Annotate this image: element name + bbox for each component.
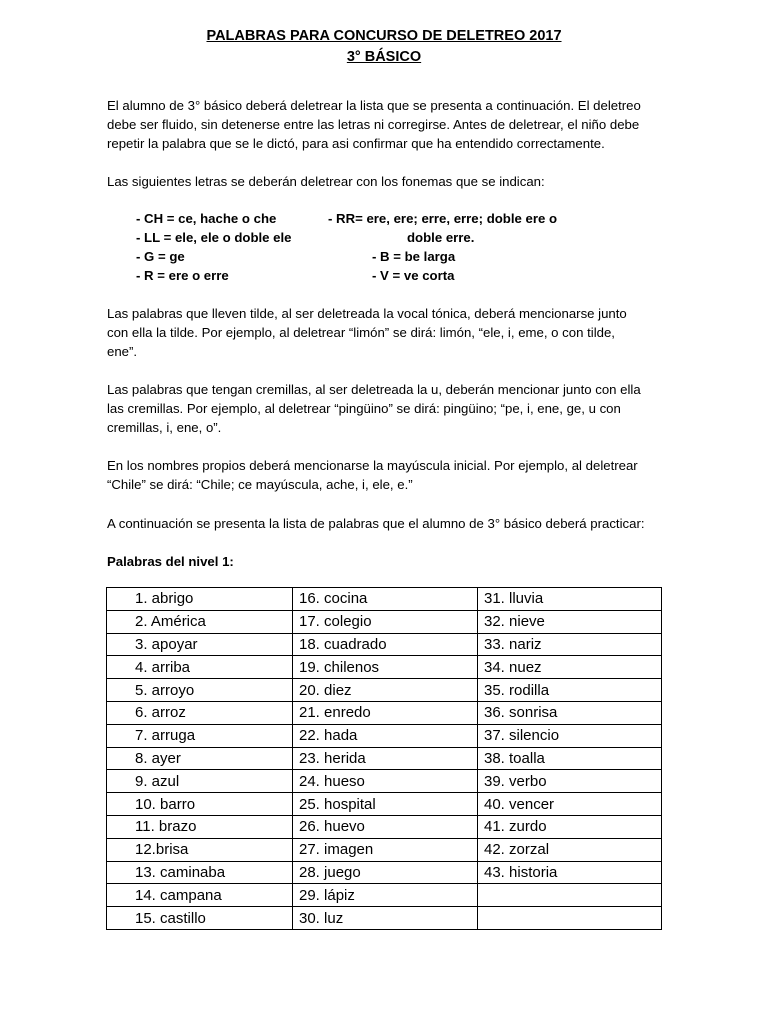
table-row bbox=[107, 884, 662, 907]
word-cell: 15. castillo bbox=[107, 907, 293, 930]
word-cell: 13. caminaba bbox=[107, 861, 293, 884]
word-cell: 31. lluvia bbox=[478, 588, 662, 611]
phoneme-v: - V = ve corta bbox=[372, 268, 455, 283]
word-cell: 7. arruga bbox=[107, 724, 293, 747]
table-row bbox=[107, 747, 662, 770]
word-cell: 26. huevo bbox=[293, 815, 478, 838]
phoneme-ll: - LL = ele, ele o doble ele bbox=[136, 230, 292, 245]
phoneme-rr-continued: doble erre. bbox=[407, 230, 475, 245]
word-cell: 6. arroz bbox=[107, 701, 293, 724]
text-line: repetir la palabra que se le dictó, para asi confirmar que ha entendido correctamente. bbox=[107, 136, 605, 151]
word-cell: 38. toalla bbox=[478, 747, 662, 770]
word-cell: 30. luz bbox=[293, 907, 478, 930]
word-cell: 27. imagen bbox=[293, 838, 478, 861]
proper-names-rule-paragraph bbox=[107, 456, 667, 494]
text-line: ene”. bbox=[107, 344, 138, 359]
text-line: Las palabras que tengan cremillas, al ser deletreada la u, deberán mencionar junto con ella bbox=[107, 382, 641, 397]
word-cell: 22. hada bbox=[293, 724, 478, 747]
cremilla-rule-paragraph bbox=[107, 380, 667, 437]
word-cell: 8. ayer bbox=[107, 747, 293, 770]
text-line: Palabras del nivel 1: bbox=[107, 554, 234, 569]
word-table bbox=[106, 587, 662, 930]
table-row bbox=[107, 907, 662, 930]
word-cell: 41. zurdo bbox=[478, 815, 662, 838]
word-cell: 16. cocina bbox=[293, 588, 478, 611]
word-cell: 34. nuez bbox=[478, 656, 662, 679]
word-cell: 9. azul bbox=[107, 770, 293, 793]
word-cell: 17. colegio bbox=[293, 610, 478, 633]
word-cell: 37. silencio bbox=[478, 724, 662, 747]
word-cell: 29. lápiz bbox=[293, 884, 478, 907]
text-line: El alumno de 3° básico deberá deletrear la lista que se presenta a continuación. El deletreo bbox=[107, 98, 641, 113]
table-row bbox=[107, 588, 662, 611]
document-title: PALABRAS PARA CONCURSO DE DELETREO 2017 bbox=[206, 28, 562, 44]
word-cell: 10. barro bbox=[107, 793, 293, 816]
word-cell: 33. nariz bbox=[478, 633, 662, 656]
word-cell: 40. vencer bbox=[478, 793, 662, 816]
word-cell: 2. América bbox=[107, 610, 293, 633]
table-row bbox=[107, 861, 662, 884]
table-row bbox=[107, 815, 662, 838]
table-row bbox=[107, 701, 662, 724]
word-cell: 3. apoyar bbox=[107, 633, 293, 656]
word-cell: 14. campana bbox=[107, 884, 293, 907]
word-cell: 23. herida bbox=[293, 747, 478, 770]
level-heading bbox=[107, 552, 667, 571]
list-intro bbox=[107, 514, 667, 533]
word-cell: 20. diez bbox=[293, 679, 478, 702]
phoneme-r: - R = ere o erre bbox=[136, 268, 229, 283]
tilde-rule-paragraph bbox=[107, 304, 667, 361]
table-row bbox=[107, 838, 662, 861]
intro-paragraph bbox=[107, 96, 667, 153]
text-line: las cremillas. Por ejemplo, al deletrear “pingüino” se dirá: pingüino; “pe, i, ene, ge, u con bbox=[107, 401, 621, 416]
table-row bbox=[107, 633, 662, 656]
word-cell: 28. juego bbox=[293, 861, 478, 884]
word-cell: 42. zorzal bbox=[478, 838, 662, 861]
phonemes-intro bbox=[107, 172, 667, 191]
word-cell: 35. rodilla bbox=[478, 679, 662, 702]
text-line: debe ser fluido, sin detenerse entre las letras ni corregirse. Antes de deletrear, el niño debe bbox=[107, 117, 640, 132]
word-cell: 5. arroyo bbox=[107, 679, 293, 702]
word-cell: 12.brisa bbox=[107, 838, 293, 861]
word-cell bbox=[478, 907, 662, 930]
word-cell: 43. historia bbox=[478, 861, 662, 884]
table-row bbox=[107, 679, 662, 702]
table-row bbox=[107, 724, 662, 747]
word-cell: 36. sonrisa bbox=[478, 701, 662, 724]
word-cell: 4. arriba bbox=[107, 656, 293, 679]
word-cell: 24. hueso bbox=[293, 770, 478, 793]
phoneme-g: - G = ge bbox=[136, 249, 185, 264]
word-cell: 32. nieve bbox=[478, 610, 662, 633]
word-cell: 18. cuadrado bbox=[293, 633, 478, 656]
word-cell: 21. enredo bbox=[293, 701, 478, 724]
word-cell bbox=[478, 884, 662, 907]
table-row bbox=[107, 770, 662, 793]
text-line: con ella la tilde. Por ejemplo, al deletrear “limón” se dirá: limón, “ele, i, eme, o con tilde, bbox=[107, 325, 615, 340]
word-cell: 25. hospital bbox=[293, 793, 478, 816]
text-line: A continuación se presenta la lista de palabras que el alumno de 3° básico deberá practicar: bbox=[107, 516, 645, 531]
document-subtitle: 3° BÁSICO bbox=[346, 49, 422, 65]
text-line: “Chile” se dirá: “Chile; ce mayúscula, ache, i, ele, e.” bbox=[107, 477, 413, 492]
text-line: En los nombres propios deberá mencionarse la mayúscula inicial. Por ejemplo, al deletrear bbox=[107, 458, 638, 473]
word-cell: 1. abrigo bbox=[107, 588, 293, 611]
table-row bbox=[107, 610, 662, 633]
text-line: Las palabras que lleven tilde, al ser deletreada la vocal tónica, deberá mencionarse junto bbox=[107, 306, 627, 321]
table-row bbox=[107, 793, 662, 816]
phoneme-b: - B = be larga bbox=[372, 249, 456, 264]
table-row bbox=[107, 656, 662, 679]
phoneme-list bbox=[136, 209, 576, 287]
word-cell: 11. brazo bbox=[107, 815, 293, 838]
text-line: cremillas, i, ene, o”. bbox=[107, 420, 222, 435]
text-line: Las siguientes letras se deberán deletrear con los fonemas que se indican: bbox=[107, 174, 545, 189]
word-cell: 39. verbo bbox=[478, 770, 662, 793]
phoneme-rr: - RR= ere, ere; erre, erre; doble ere o bbox=[328, 211, 558, 226]
word-cell: 19. chilenos bbox=[293, 656, 478, 679]
phoneme-ch: - CH = ce, hache o che bbox=[136, 211, 277, 226]
